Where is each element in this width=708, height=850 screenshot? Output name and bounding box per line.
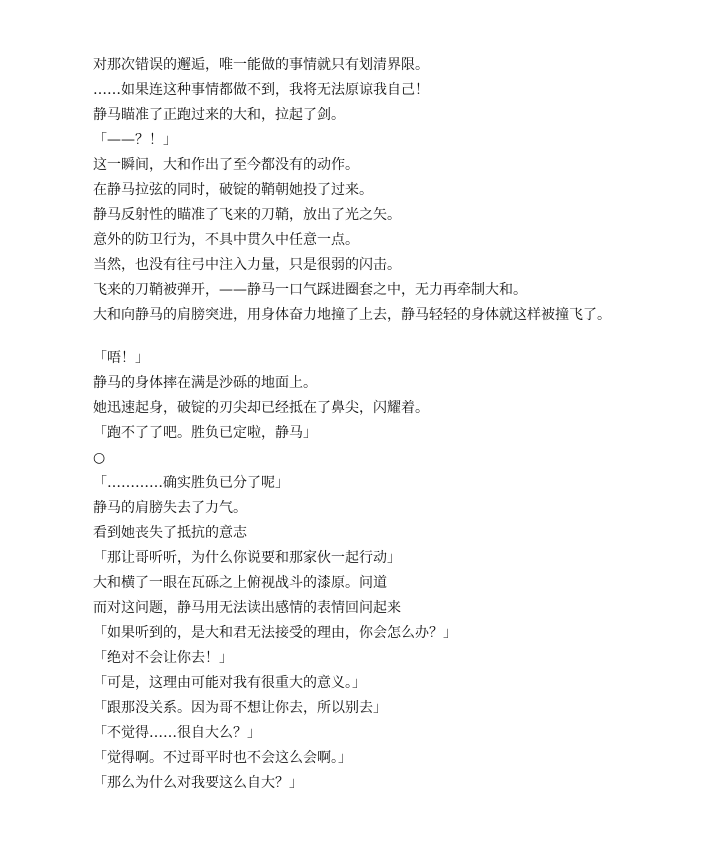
- paragraph: 「——？！」: [93, 132, 177, 148]
- paragraph: 「如果听到的，是大和君无法接受的理由，你会怎么办？」: [93, 625, 457, 641]
- paragraph: 看到她丧失了抵抗的意志: [93, 525, 247, 541]
- paragraph: 「觉得啊。不过哥平时也不会这么会啊。」: [93, 750, 352, 766]
- paragraph: 静马反射性的瞄准了飞来的刀鞘，放出了光之矢。: [93, 207, 401, 223]
- paragraph: 飞来的刀鞘被弹开，——静马一口气踩进圈套之中，无力再牵制大和。: [93, 282, 527, 298]
- paragraph: 这一瞬间，大和作出了至今都没有的动作。: [93, 157, 359, 173]
- paragraph: 「那么为什么对我要这么自大？」: [93, 775, 303, 791]
- paragraph: 「那让哥听听，为什么你说要和那家伙一起行动」: [93, 550, 401, 566]
- paragraph: 当然，也没有往弓中注入力量，只是很弱的闪击。: [93, 257, 401, 273]
- paragraph: 「绝对不会让你去！」: [93, 650, 233, 666]
- paragraph: 在静马拉弦的同时，破锭的鞘朝她投了过来。: [93, 182, 373, 198]
- paragraph: 「跟那没关系。因为哥不想让你去，所以别去」: [93, 700, 387, 716]
- paragraph: 静马的身体摔在满是沙砾的地面上。: [93, 375, 317, 391]
- paragraph: 静马瞄准了正跑过来的大和，拉起了剑。: [93, 107, 345, 123]
- paragraph: 她迅速起身，破锭的刃尖却已经抵在了鼻尖，闪耀着。: [93, 400, 429, 416]
- paragraph: 「跑不了了吧。胜负已定啦，静马」: [93, 425, 317, 441]
- paragraph: 对那次错误的邂逅，唯一能做的事情就只有划清界限。: [93, 57, 429, 73]
- paragraph: 静马的肩膀失去了力气。: [93, 500, 247, 516]
- paragraph: 大和横了一眼在瓦砾之上俯视战斗的漆原。问道: [93, 575, 387, 591]
- paragraph: ……如果连这种事情都做不到，我将无法原谅我自己！: [93, 82, 429, 98]
- paragraph: 「…………确实胜负已分了呢」: [93, 475, 289, 491]
- paragraph: 而对这问题，静马用无法读出感情的表情回问起来: [93, 600, 401, 616]
- paragraph: 意外的防卫行为，不具中贯久中任意一点。: [93, 232, 359, 248]
- paragraph: 「不觉得……很自大么？」: [93, 725, 261, 741]
- paragraph: 「唔！」: [93, 350, 149, 366]
- paragraph: 「可是，这理由可能对我有很重大的意义。」: [93, 675, 366, 691]
- paragraph: ○: [93, 450, 106, 466]
- paragraph: 大和向静马的肩膀突进，用身体奋力地撞了上去，静马轻轻的身体就这样被撞飞了。: [93, 307, 611, 323]
